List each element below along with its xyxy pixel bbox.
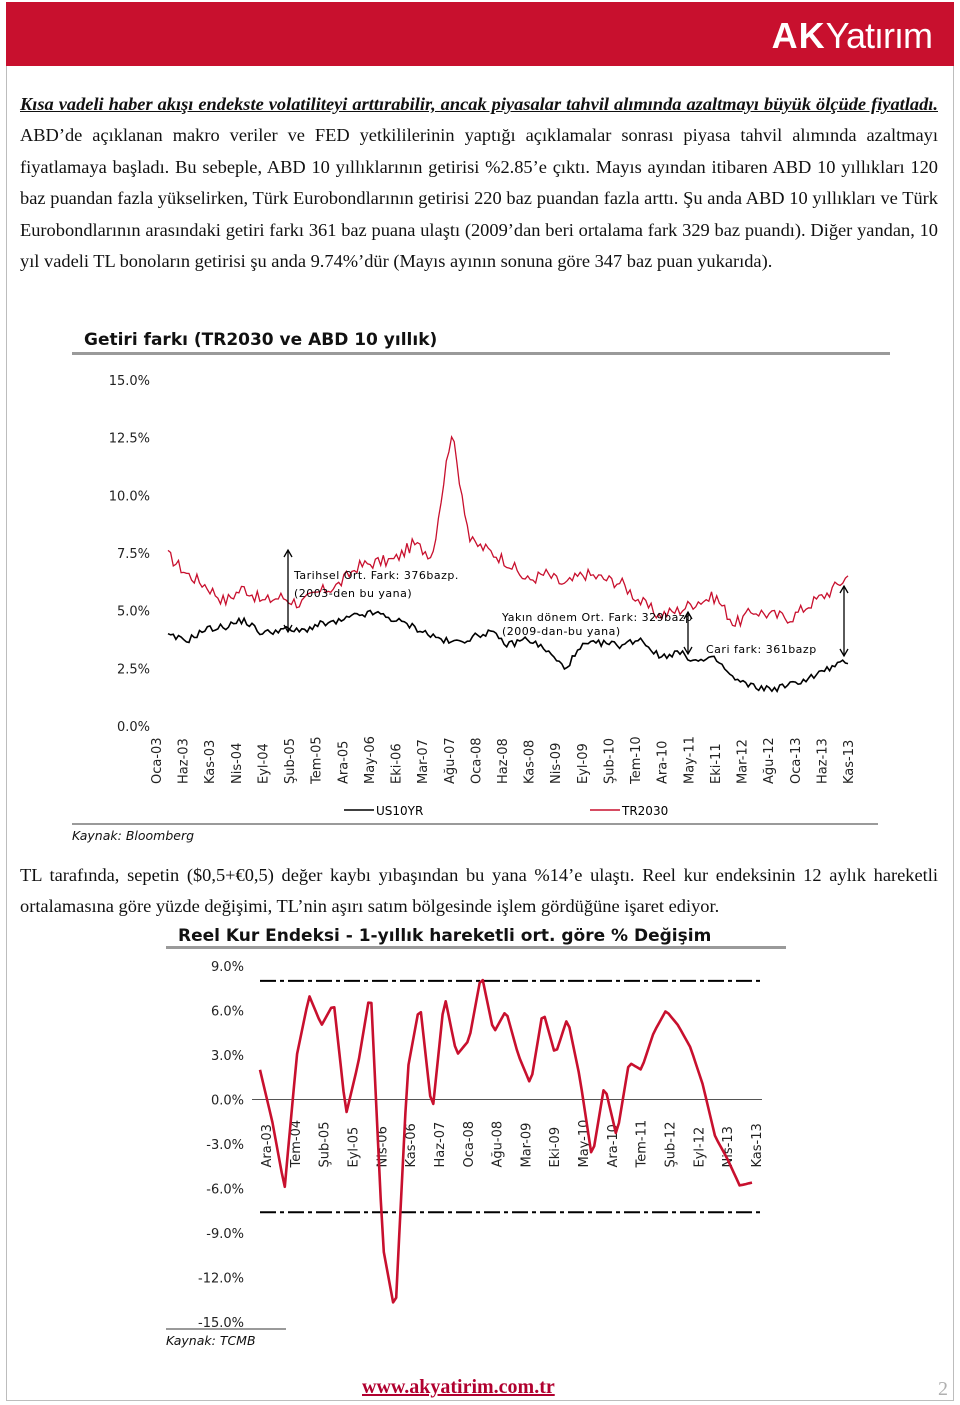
y-tick-label: 6.0% <box>210 1004 244 1020</box>
x-tick-label: Kas-03 <box>203 739 219 784</box>
chart1-title: Getiri farkı (TR2030 ve ABD 10 yıllık) <box>72 328 890 355</box>
yield-spread-chart <box>72 360 882 820</box>
y-tick-label: -9.0% <box>206 1227 244 1242</box>
annotation-recent-period: (2009-dan-bu yana) <box>502 625 621 638</box>
y-tick-label: 7.5% <box>116 547 150 562</box>
y-tick-label: 3.0% <box>210 1049 244 1064</box>
chart2-title: Reel Kur Endeksi - 1-yıllık hareketli ort. göre % Değişim <box>166 925 786 949</box>
x-tick-label: Kas-06 <box>404 1123 420 1168</box>
y-tick-label: 12.5% <box>108 431 150 447</box>
x-tick-label: Eyl-09 <box>575 743 591 784</box>
x-tick-label: Eyl-05 <box>346 1126 362 1168</box>
x-tick-label: Kas-08 <box>522 739 538 784</box>
x-tick-label: Oca-13 <box>788 737 804 784</box>
header-bar <box>6 2 954 66</box>
paragraph-body: ABD’de açıklanan makro veriler ve FED yetkililerinin yaptığı açıklamalar sonrası piyasa tahvil alımında azaltmayı fiyatlamaya başladı. Bu sebeple, ABD 10 yıllıklarının getirisi %2.85’e çıktı. Mayıs ayından itibaren ABD 10 yıllıkları 120 baz puandan fazla yükselirken, Türk Eurobondlarının getirisi 220 baz puandan fazla arttı. Şu anda ABD 10 yıllıkları ve Türk Eurobondlarının arasındaki getiri farkı 361 baz puana ulaştı (2009’dan beri ortalama fark 329 baz puandı). Diğer yandan, 10 yıl vadeli TL bonoların getirisi şu anda 9.74%’dür (Mayıs ayının sonuna göre 347 baz puan yukarıda). <box>20 125 938 272</box>
x-tick-label: Eki-09 <box>548 1126 564 1168</box>
x-tick-label: Haz-07 <box>432 1121 448 1168</box>
x-tick-label: Nis-06 <box>375 1126 391 1168</box>
x-tick-label: Kas-13 <box>842 739 857 784</box>
x-tick-label: Tem-05 <box>309 736 325 784</box>
x-tick-label: Oca-08 <box>461 1120 477 1168</box>
x-tick-label: Haz-13 <box>815 738 831 784</box>
x-tick-label: Oca-08 <box>469 737 485 784</box>
x-tick-label: May-06 <box>362 736 378 784</box>
page-number: 2 <box>938 1378 948 1400</box>
x-tick-label: Ağu-08 <box>490 1120 506 1168</box>
legend-label-tr2030: TR2030 <box>622 804 669 818</box>
x-tick-label: May-10 <box>577 1119 593 1168</box>
y-tick-label: 10.0% <box>108 489 150 505</box>
x-tick-label: Tem-04 <box>288 1119 304 1168</box>
y-tick-label: 0.0% <box>116 720 150 735</box>
x-tick-label: Eki-11 <box>708 743 724 784</box>
series-line-tr2030 <box>168 437 848 626</box>
x-tick-label: Ara-10 <box>605 1124 621 1168</box>
real-exchange-rate-chart <box>166 950 786 1328</box>
x-tick-label: Ağu-07 <box>442 737 458 784</box>
y-tick-label: -3.0% <box>206 1138 244 1153</box>
x-tick-label: Şub-05 <box>317 1121 333 1168</box>
x-tick-label: Tem-10 <box>629 736 645 784</box>
x-tick-label: Tem-11 <box>634 1119 650 1168</box>
y-tick-label: -6.0% <box>206 1182 244 1198</box>
paragraph-lead: Kısa vadeli haber akışı endekste volatiliteyi arttırabilir, ancak piyasalar tahvil alımında azaltmayı büyük ölçüde fiyatladı. <box>20 94 938 114</box>
chart1-source: Kaynak: Bloomberg <box>72 823 878 843</box>
x-tick-label: Kas-13 <box>750 1123 765 1168</box>
akyatirim-logo: AKYatırım <box>771 15 932 56</box>
x-tick-label: Şub-10 <box>602 738 618 784</box>
y-tick-label: 9.0% <box>210 960 244 975</box>
x-tick-label: Nis-13 <box>721 1126 737 1168</box>
x-tick-label: Eyl-12 <box>692 1126 708 1168</box>
x-tick-label: Şub-05 <box>283 738 299 784</box>
paragraph-currency: TL tarafında, sepetin ($0,5+€0,5) değer kaybı yıbaşından bu yana %14’e ulaştı. Reel kur endeksinin 12 aylık hareketli ortalamasına göre yüzde değişimi, TL’nin aşırı satım bölgesinde işlem gördüğüne işaret ediyor. <box>20 865 938 917</box>
x-tick-label: Mar-12 <box>735 739 751 784</box>
annotation-recent: Yakın dönem Ort. Fark: 329bazp <box>502 611 693 624</box>
x-tick-label: Haz-03 <box>176 738 192 784</box>
y-tick-label: 0.0% <box>210 1093 244 1109</box>
x-tick-label: Eyl-04 <box>256 743 272 784</box>
x-tick-label: Eki-06 <box>389 743 405 784</box>
x-tick-label: Mar-07 <box>416 739 432 784</box>
x-tick-label: Ara-03 <box>260 1124 275 1168</box>
x-tick-label: Nis-09 <box>549 742 565 784</box>
annotation-current: Cari fark: 361bazp <box>706 643 817 656</box>
x-tick-label: Oca-03 <box>150 737 165 784</box>
chart2-source: Kaynak: TCMB <box>166 1328 286 1348</box>
website-link[interactable]: www.akyatirim.com.tr <box>362 1376 555 1398</box>
x-tick-label: Ara-05 <box>336 740 352 784</box>
y-tick-label: 15.0% <box>108 374 150 389</box>
x-tick-label: Ara-10 <box>655 740 671 784</box>
x-tick-label: Ağu-12 <box>762 737 778 784</box>
paragraph-yields <box>20 89 938 277</box>
x-tick-label: Mar-09 <box>519 1122 535 1168</box>
y-tick-label: 2.5% <box>116 662 150 678</box>
annotation-historical-period: (2003-den bu yana) <box>294 587 413 600</box>
y-tick-label: 5.0% <box>116 604 150 620</box>
y-tick-label: -15.0% <box>198 1316 244 1328</box>
x-tick-label: May-11 <box>682 736 698 784</box>
annotation-historical: Tarihsel Ort. Fark: 376bazp. <box>294 569 459 582</box>
x-tick-label: Haz-08 <box>496 738 511 784</box>
legend-label-us10yr: US10YR <box>376 804 424 818</box>
x-tick-label: Nis-04 <box>229 742 245 784</box>
y-tick-label: -12.0% <box>198 1271 244 1287</box>
x-tick-label: Şub-12 <box>663 1121 679 1168</box>
